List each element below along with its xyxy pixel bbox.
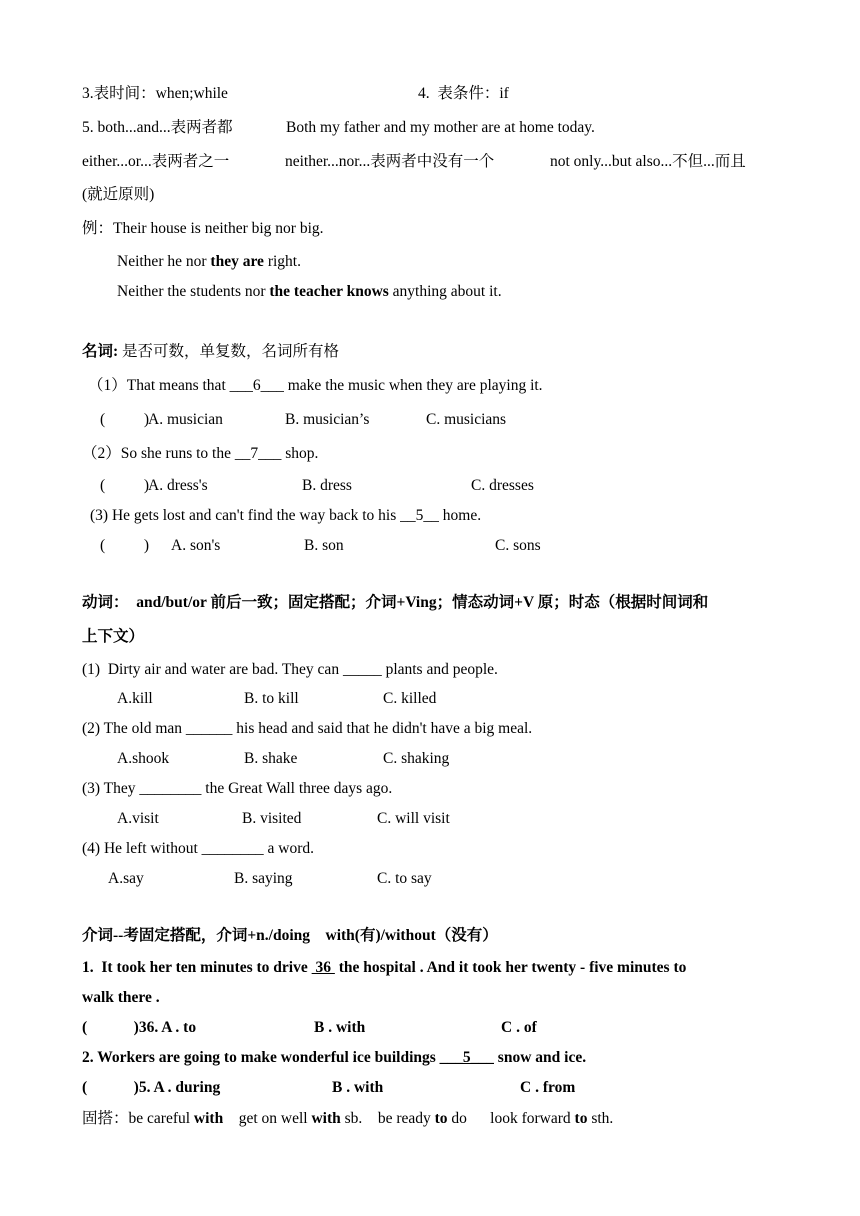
- conj-line-neither: neither...nor...表两者中没有一个: [285, 153, 495, 170]
- option-b[interactable]: B . with: [332, 1079, 384, 1096]
- example-text: Neither the students nor: [117, 283, 270, 300]
- conj-line-either: either...or...表两者之一: [82, 153, 230, 170]
- noun-question-3: [90, 507, 481, 526]
- fixed-label: 固搭：: [82, 1110, 129, 1127]
- option-c[interactable]: C. sons: [495, 537, 541, 554]
- collocation-prep: to: [574, 1110, 588, 1127]
- noun-heading-label: 名词:: [82, 343, 119, 360]
- option-b[interactable]: B. shake: [244, 750, 298, 767]
- conj-line-condition: 4. 表条件：if: [418, 85, 509, 102]
- option-c[interactable]: C. musicians: [426, 411, 507, 428]
- option-b[interactable]: B. to kill: [244, 690, 299, 707]
- question-text: 2. Workers are going to make wonderful ice buildings: [82, 1049, 440, 1066]
- option-c[interactable]: C . from: [520, 1079, 576, 1096]
- option-a[interactable]: A.visit: [117, 810, 159, 827]
- fixed-collocations: [82, 1110, 613, 1129]
- option-a[interactable]: A. musician: [148, 411, 223, 428]
- conj-line-proximity: (就近原则): [82, 186, 155, 203]
- verb-heading-line2: 上下文）: [82, 628, 145, 645]
- option-c[interactable]: C. to say: [377, 870, 432, 887]
- option-b[interactable]: B. dress: [302, 477, 352, 494]
- question-text: __ home.: [423, 507, 482, 524]
- option-c[interactable]: C. killed: [383, 690, 437, 707]
- collocation-text: be careful: [128, 1110, 194, 1127]
- option-b[interactable]: B. son: [304, 537, 344, 554]
- example-text: right.: [263, 253, 301, 270]
- blank-number: 5: [415, 507, 424, 524]
- collocation-text: get on well: [238, 1110, 312, 1127]
- option-a[interactable]: A. dress's: [148, 477, 208, 494]
- conj-line-both: 5. both...and...表两者都: [82, 119, 233, 136]
- noun-heading: [82, 343, 339, 362]
- collocation-text: sb.: [340, 1110, 363, 1127]
- collocation-prep: with: [193, 1110, 224, 1127]
- question-text: ___ shop.: [258, 445, 319, 462]
- conj-line-notonly: not only...but also...不但...而且: [550, 153, 746, 170]
- conj-example-2: [117, 253, 301, 272]
- collocation-prep: to: [434, 1110, 448, 1127]
- noun-heading-text: 是否可数，单复数，名词所有格: [118, 343, 340, 360]
- answer-paren-option-a[interactable]: ( )36. A . to: [82, 1019, 197, 1036]
- option-a[interactable]: A.say: [108, 870, 144, 887]
- blank-number: 7: [250, 445, 259, 462]
- answer-paren-option-a[interactable]: ( )5. A . during: [82, 1079, 221, 1096]
- answer-paren[interactable]: ( ): [100, 537, 150, 554]
- option-a[interactable]: A.kill: [117, 690, 153, 707]
- conj-example-1: [82, 220, 324, 239]
- option-c[interactable]: C. dresses: [471, 477, 534, 494]
- option-c[interactable]: C. will visit: [377, 810, 450, 827]
- question-text: the hospital . And it took her twenty - five minutes to: [334, 959, 687, 976]
- noun-question-1: [88, 377, 543, 396]
- prep-question-2: [82, 1049, 586, 1068]
- option-c[interactable]: C. shaking: [383, 750, 450, 767]
- conj-line-both-example: Both my father and my mother are at home today.: [286, 119, 595, 136]
- option-b[interactable]: B . with: [314, 1019, 366, 1036]
- collocation-text: be ready: [377, 1110, 435, 1127]
- example-emphasis: the teacher knows: [269, 283, 389, 300]
- option-a[interactable]: A. son's: [171, 537, 221, 554]
- option-b[interactable]: B. saying: [234, 870, 293, 887]
- collocation-prep: with: [311, 1110, 341, 1127]
- example-text: Neither he nor: [117, 253, 211, 270]
- option-a[interactable]: A.shook: [117, 750, 170, 767]
- example-emphasis: they are: [210, 253, 264, 270]
- answer-paren[interactable]: ( ): [100, 477, 150, 494]
- collocation-text: do: [447, 1110, 467, 1127]
- verb-question-2: (2) The old man ______ his head and said that he didn't have a big meal.: [82, 720, 533, 737]
- verb-question-1: (1) Dirty air and water are bad. They can _____ plants and people.: [82, 661, 498, 678]
- question-text: snow and ice.: [493, 1049, 587, 1066]
- question-text: （1）That means that ___: [88, 377, 253, 394]
- option-b[interactable]: B. musician’s: [285, 411, 370, 428]
- example-text: Their house is neither big nor big.: [113, 220, 324, 237]
- noun-question-2: [82, 445, 318, 464]
- verb-question-3: (3) They ________ the Great Wall three days ago.: [82, 780, 393, 797]
- verb-question-4: (4) He left without ________ a word.: [82, 840, 315, 857]
- collocation-text: sth.: [587, 1110, 614, 1127]
- blank-number: 36: [311, 959, 335, 976]
- example-label: 例：: [82, 220, 114, 237]
- option-c[interactable]: C . of: [501, 1019, 537, 1036]
- prep-heading: 介词--考固定搭配，介词+n./doing with(有)/without（没有）: [82, 927, 498, 944]
- question-text: ___ make the music when they are playing it.: [260, 377, 543, 394]
- prep-question-1: [82, 959, 686, 978]
- conj-line-time: 3.表时间：when;while: [82, 85, 228, 102]
- answer-paren[interactable]: ( ): [100, 411, 150, 428]
- question-text: 1. It took her ten minutes to drive: [82, 959, 312, 976]
- blank-number: ___5___: [439, 1049, 494, 1066]
- collocation-text: look forward: [490, 1110, 575, 1127]
- question-text: (3) He gets lost and can't find the way back to his __: [90, 507, 416, 524]
- conj-example-3: [117, 283, 502, 302]
- prep-question-1-cont: walk there .: [82, 989, 160, 1006]
- verb-heading-line1: 动词： and/but/or 前后一致；固定搭配；介词+Ving；情态动词+V 原；时态（根据时间词和: [82, 594, 709, 611]
- example-text: anything about it.: [388, 283, 502, 300]
- question-text: （2）So she runs to the __: [82, 445, 251, 462]
- option-b[interactable]: B. visited: [242, 810, 302, 827]
- blank-number: 6: [252, 377, 261, 394]
